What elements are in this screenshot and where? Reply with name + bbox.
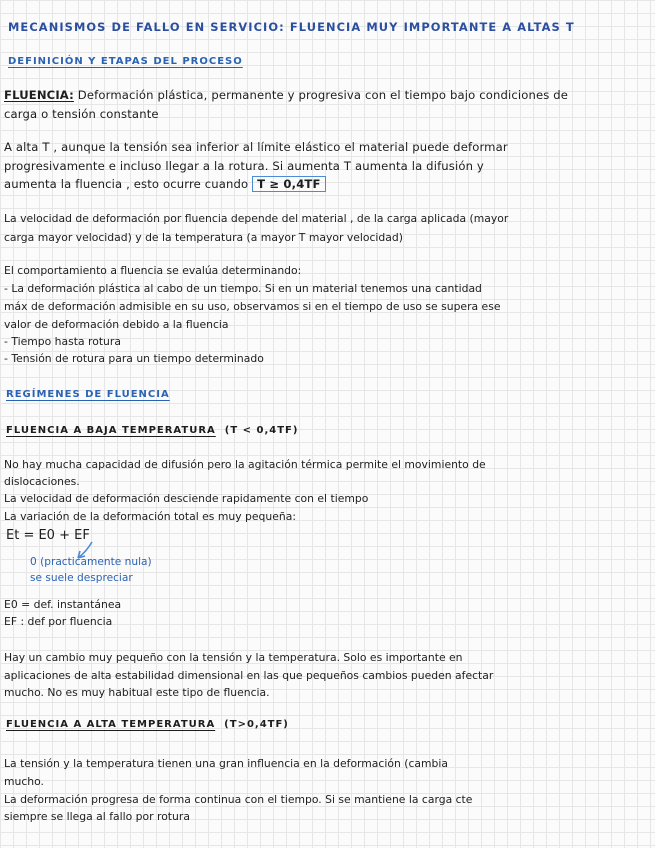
subheading-high-temperature xyxy=(6,719,289,730)
high-temp-line-4: siempre se llega al fallo por rotura xyxy=(4,810,190,823)
high-temp-title: FLUENCIA A ALTA TEMPERATURA xyxy=(6,719,216,730)
low-temp-condition: (T < 0,4TF) xyxy=(224,425,299,436)
high-temp-line-2: mucho. xyxy=(4,775,44,788)
low-temp-line-4: La variación de la deformación total es muy pequeña: xyxy=(4,510,296,523)
section-heading-regimes: REGÍMENES DE FLUENCIA xyxy=(6,389,170,400)
definition-ef: EF : def por fluencia xyxy=(4,615,113,628)
low-temp-line-5: Hay un cambio muy pequeño con la tensión y la temperatura. Solo es importante en xyxy=(4,651,463,664)
threshold-box: T ≥ 0,4TF xyxy=(252,176,325,192)
low-temp-line-2: dislocaciones. xyxy=(4,475,80,488)
high-temp-condition: (T>0,4TF) xyxy=(224,719,289,730)
definition-term: FLUENCIA: xyxy=(4,88,74,102)
paragraph-velocidad-2: carga mayor velocidad) y de la temperatura (a mayor T mayor velocidad) xyxy=(4,231,403,244)
evaluation-item-1b: máx de deformación admisible en su uso, observamos si en el tiempo de uso se supera ese xyxy=(4,300,501,313)
definition-text-1: Deformación plástica, permanente y progresiva con el tiempo bajo condiciones de xyxy=(77,88,569,102)
high-temp-line-1: La tensión y la temperatura tienen una gran influencia en la deformación (cambia xyxy=(4,757,448,770)
evaluation-item-2: - Tiempo hasta rotura xyxy=(4,335,121,348)
strain-formula: Et = E0 + EF xyxy=(6,528,90,543)
definition-e0: E0 = def. instantánea xyxy=(4,598,122,611)
page-title: MECANISMOS DE FALLO EN SERVICIO: FLUENCIA MUY IMPORTANTE A ALTAS T xyxy=(8,20,575,34)
definition-line-1 xyxy=(4,88,568,102)
high-temp-line-3: La deformación progresa de forma continua con el tiempo. Si se mantiene la carga cte xyxy=(4,793,473,806)
evaluation-item-1a: - La deformación plástica al cabo de un tiempo. Si en un material tenemos una cantidad xyxy=(4,282,482,295)
paragraph-alta-t-1: A alta T , aunque la tensión sea inferior al límite elástico el material puede deformar xyxy=(4,140,508,154)
low-temp-title: FLUENCIA A BAJA TEMPERATURA xyxy=(6,425,216,436)
evaluation-item-3: - Tensión de rotura para un tiempo determinado xyxy=(4,352,264,365)
evaluation-intro: El comportamiento a fluencia se evalúa determinando: xyxy=(4,264,302,277)
subheading-low-temperature xyxy=(6,425,298,436)
low-temp-line-6: aplicaciones de alta estabilidad dimensional en las que pequeños cambios pueden afectar xyxy=(4,669,494,682)
formula-note-1: 0 (practicamente nula) xyxy=(30,556,152,568)
low-temp-line-7: mucho. No es muy habitual este tipo de fluencia. xyxy=(4,686,270,699)
formula-note-2: se suele despreciar xyxy=(30,572,133,584)
section-heading-definition: DEFINICIÓN Y ETAPAS DEL PROCESO xyxy=(8,56,243,67)
low-temp-line-3: La velocidad de deformación desciende rapidamente con el tiempo xyxy=(4,492,369,505)
evaluation-item-1c: valor de deformación debido a la fluencia xyxy=(4,318,229,331)
paragraph-alta-t-3 xyxy=(4,176,326,192)
paragraph-alta-t-2: progresivamente e incluso llegar a la rotura. Si aumenta T aumenta la difusión y xyxy=(4,159,484,173)
low-temp-line-1: No hay mucha capacidad de difusión pero la agitación térmica permite el movimiento de xyxy=(4,458,486,471)
paragraph-alta-t-3-text: aumenta la fluencia , esto ocurre cuando xyxy=(4,177,249,191)
paragraph-velocidad-1: La velocidad de deformación por fluencia depende del material , de la carga aplicada (mayor xyxy=(4,212,509,225)
definition-line-2: carga o tensión constante xyxy=(4,107,159,121)
